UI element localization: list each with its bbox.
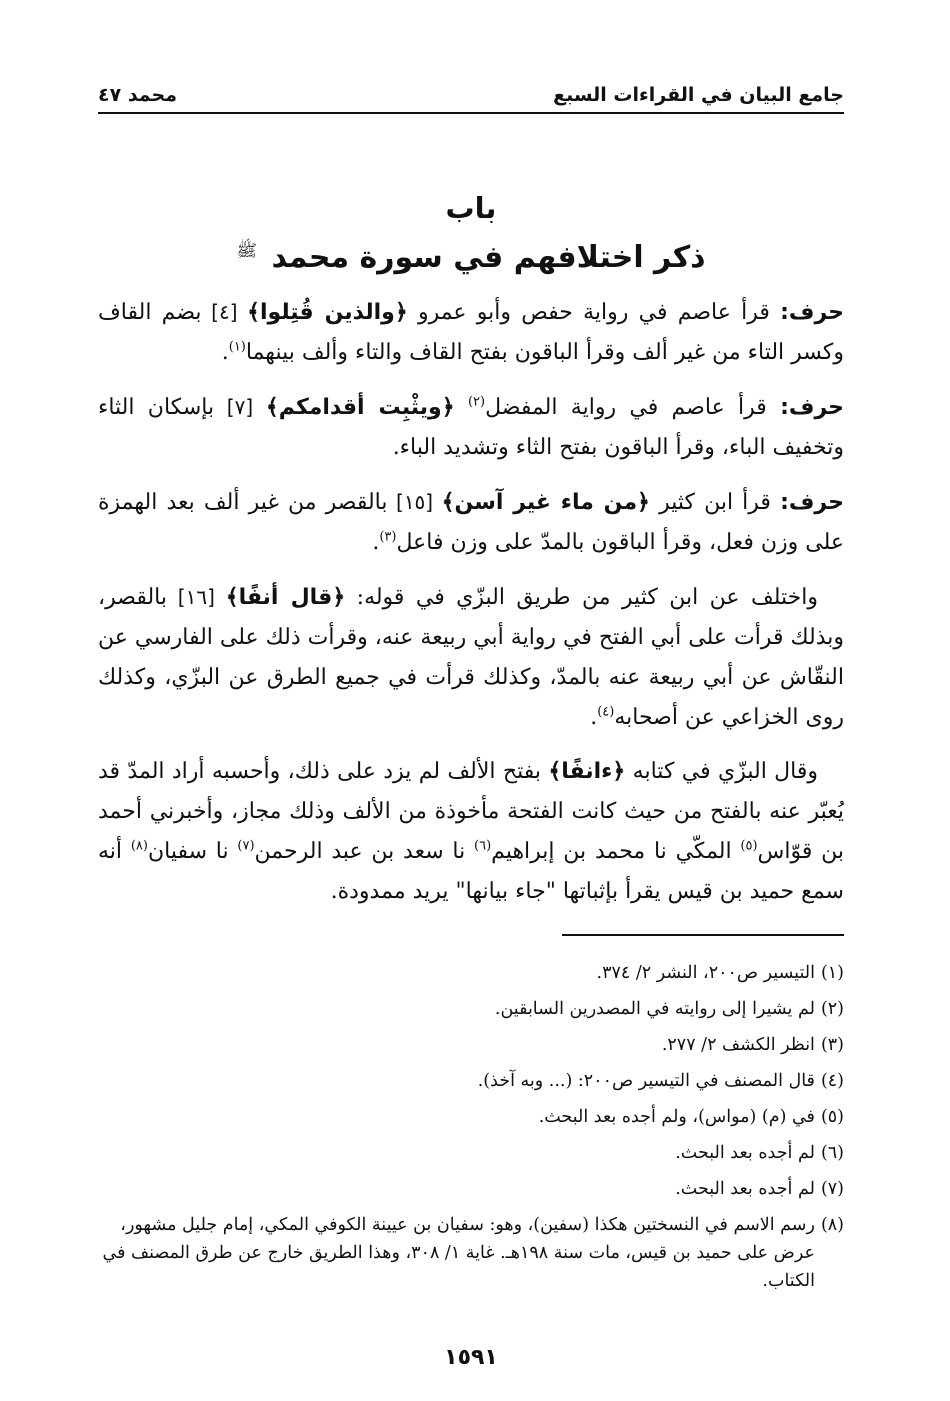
quran-quote: ﴿والذين قُتِلوا﴾ [247, 300, 408, 325]
footnote-item [98, 1172, 844, 1206]
footnote-item [98, 992, 844, 1026]
footnote-number: (١) [820, 963, 844, 983]
quran-quote: ﴿ءانفًا﴾ [548, 759, 626, 784]
footnote-marker[interactable]: (٢) [467, 394, 486, 410]
footnotes-list [98, 956, 844, 1297]
footnote-number: (٧) [820, 1179, 844, 1199]
footnote-marker[interactable]: (٤) [597, 704, 615, 720]
text-segment [455, 395, 468, 420]
footnote-text: رسم الاسم في النسختين هكذا (سفين)، وهو: سفيان بن عيينة الكوفي المكي، إمام جليل مشهور، عرض على حميد بن قيس، مات سنة ١٩٨هـ. غاية ١/ ٣٠٨، وهذا الطريق خارج عن طرق المصنف في الكتاب. [102, 1215, 815, 1291]
footnote-marker[interactable]: (٧) [237, 838, 255, 854]
footnote-item [98, 1100, 844, 1134]
harf-label: حرف: [780, 395, 844, 420]
footnote-text: في (م) (مواس)، ولم أجده بعد البحث. [538, 1107, 815, 1127]
text-segment: واختلف عن ابن كثير من طريق البزّي في قوله: [345, 585, 818, 610]
footnote-marker[interactable]: (٣) [379, 529, 397, 545]
text-segment: . [221, 340, 229, 365]
footnote-item [98, 1208, 844, 1295]
verse-reference: [٧] [214, 395, 266, 419]
footnote-marker[interactable]: (٨) [130, 838, 148, 854]
footnote-text: لم يشيرا إلى روايته في المصدرين السابقين. [494, 999, 815, 1019]
footnote-item [98, 1136, 844, 1170]
section-label: باب [445, 191, 497, 225]
page-number: ١٥٩١ [444, 1345, 498, 1370]
quran-quote: ﴿ويثْبِت أقدامكم﴾ [265, 395, 455, 420]
footnote-text: لم أجده بعد البحث. [675, 1179, 815, 1199]
text-segment: بالقصر من غير ألف بعد الهمزة على وزن فعل، وقرأ الباقون بالمدّ على وزن فاعل [98, 490, 844, 555]
chapter-title [98, 228, 844, 281]
quran-quote: ﴿من ماء غير آسن﴾ [441, 490, 650, 515]
paragraph-5 [98, 752, 844, 912]
paragraph-3 [98, 482, 844, 563]
text-segment: بإسكان الثاء وتخفيف الباء، وقرأ الباقون بفتح الثاء وتشديد الباء. [98, 395, 844, 460]
footnote-number: (٥) [820, 1107, 844, 1127]
running-title: جامع البيان في القراءات السبع [553, 84, 844, 106]
paragraph-1 [98, 292, 844, 373]
paragraph-2 [98, 387, 844, 468]
footnote-text: قال المصنف في التيسير ص٢٠٠: (... وبه آخذ). [477, 1071, 815, 1091]
footnote-number: (٨) [820, 1215, 844, 1235]
footnote-number: (٤) [820, 1071, 844, 1091]
text-segment: وقال البزّي في كتابه [625, 759, 819, 784]
text-segment: . [372, 530, 380, 555]
quran-quote: ﴿قال أنفًا﴾ [225, 585, 346, 610]
footnote-text: التيسير ص٢٠٠، النشر ٢/ ٣٧٤. [596, 963, 815, 983]
text-segment: بفتح الألف لم يزد على ذلك، وأحسبه أراد المدّ قد يُعبّر عنه بالفتح من حيث كانت الفتحة مأخوذة من الألف وذلك مجاز، وأخبرني أحمد بن قوّاس [98, 759, 845, 864]
footnote-text: انظر الكشف ٢/ ٢٧٧. [661, 1035, 815, 1055]
text-segment: أنه سمع حميد بن قيس يقرأ بإثباتها "جاء بيانها" يريد ممدودة. [98, 839, 844, 904]
footnote-number: (٦) [820, 1143, 844, 1163]
text-segment: بالقصر، وبذلك قرأت على أبي الفتح في رواية أبي ربيعة عنه، وقرأت ذلك على الفارسي عن النقّاش عن أبي ربيعة عنه بالمدّ، وكذلك قرأت في جميع الطرق عن البزّي، وكذلك روى الخزاعي عن أصحابه [98, 585, 844, 730]
verse-reference: [٤] [201, 300, 248, 324]
footnote-number: (٣) [820, 1035, 844, 1055]
verse-reference: [١٥] [387, 490, 442, 514]
paragraph-4 [98, 577, 844, 738]
footnote-marker[interactable]: (١) [228, 339, 246, 355]
text-segment: قرأ عاصم في رواية المفضل [485, 395, 781, 420]
verse-reference: [١٦] [166, 585, 226, 609]
text-segment: بضم القاف وكسر التاء من غير ألف وقرأ الباقون بفتح القاف والتاء وألف بينهما [98, 300, 844, 365]
text-segment: المكّي نا محمد بن إبراهيم [491, 839, 741, 864]
harf-label: حرف: [780, 300, 845, 325]
chapter-title-text: ذكر اختلافهم في سورة محمد [271, 240, 706, 275]
honorific-symbol: ﷺ [236, 241, 257, 261]
footnote-separator [562, 934, 844, 936]
chapter-heading [98, 188, 844, 281]
running-chapter: محمد ٤٧ [98, 84, 177, 106]
running-header [98, 78, 844, 114]
text-segment: . [590, 705, 598, 730]
footnote-item [98, 1028, 844, 1062]
footnote-text: لم أجده بعد البحث. [675, 1143, 815, 1163]
footnote-marker[interactable]: (٦) [474, 838, 492, 854]
text-segment: قرأ ابن كثير [649, 490, 781, 515]
book-page [98, 0, 844, 1401]
text-segment: نا سعد بن عبد الرحمن [254, 839, 475, 864]
harf-label: حرف: [780, 490, 844, 515]
main-text [98, 292, 844, 926]
footnote-item [98, 956, 844, 990]
footnote-number: (٢) [820, 999, 844, 1019]
text-segment: قرأ عاصم في رواية حفص وأبو عمرو [407, 300, 781, 325]
footnote-item [98, 1064, 844, 1098]
footnote-marker[interactable]: (٥) [740, 838, 758, 854]
text-segment: نا سفيان [147, 839, 238, 864]
